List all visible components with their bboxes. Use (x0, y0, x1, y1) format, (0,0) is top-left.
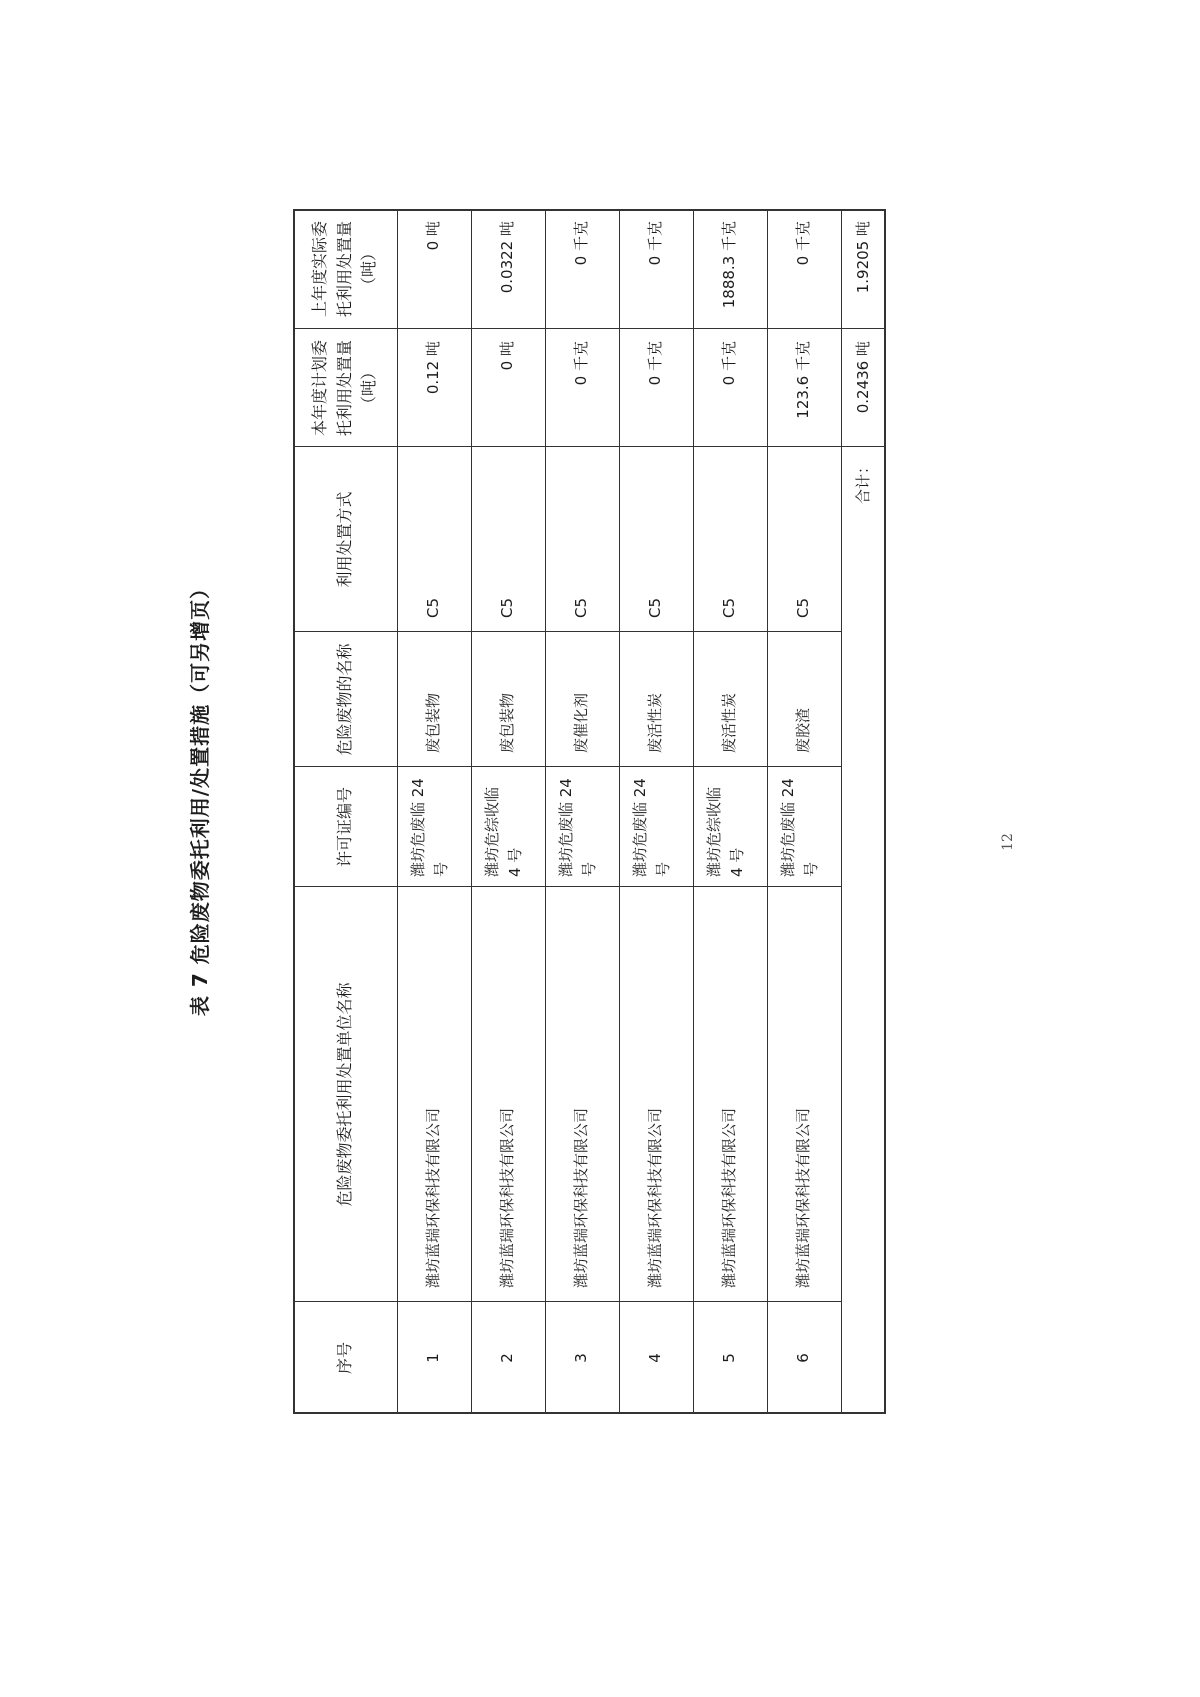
cell-method: C5 (424, 597, 443, 618)
cell-unit-name: 潍坊蓝瑞环保科技有限公司 (424, 1107, 443, 1288)
cell-actual-last-year: 0 千克 (794, 221, 813, 266)
header-method: 利用处置方式 (334, 491, 354, 588)
cell-waste-name: 废活性炭 (646, 692, 665, 753)
disposal-table (293, 209, 886, 1414)
cell-license-no: 潍坊危综收临 4 号 (705, 786, 747, 877)
cell-actual-last-year: 0.0322 吨 (498, 221, 517, 294)
cell-waste-name: 废胶渣 (794, 707, 813, 753)
cell-license-no: 潍坊危废临 24 号 (631, 778, 673, 877)
page-title: 表 7 危险废物委托利用/处置措施（可另增页） (188, 577, 212, 1017)
cell-seq: 1 (424, 1353, 443, 1363)
total-planned: 0.2436 吨 (853, 341, 872, 414)
total-label: 合计： (853, 459, 872, 505)
cell-seq: 2 (498, 1353, 517, 1363)
cell-waste-name: 废催化剂 (572, 692, 591, 753)
cell-method: C5 (720, 597, 739, 618)
cell-actual-last-year: 1888.3 千克 (720, 221, 739, 309)
header-unit-name: 危险废物委托利用处置单位名称 (334, 982, 354, 1207)
cell-waste-name: 废包装物 (498, 692, 517, 753)
page-number: 12 (1000, 833, 1016, 851)
cell-planned: 0 千克 (646, 341, 665, 386)
cell-method: C5 (646, 597, 665, 618)
header-actual-last-year: 上年度实际委托利用处置量（吨） (309, 221, 379, 318)
header-waste-name: 危险废物的名称 (334, 643, 354, 756)
cell-waste-name: 废活性炭 (720, 692, 739, 753)
cell-method: C5 (572, 597, 591, 618)
cell-unit-name: 潍坊蓝瑞环保科技有限公司 (720, 1107, 739, 1288)
cell-unit-name: 潍坊蓝瑞环保科技有限公司 (794, 1107, 813, 1288)
cell-seq: 6 (794, 1353, 813, 1363)
cell-unit-name: 潍坊蓝瑞环保科技有限公司 (572, 1107, 591, 1288)
cell-actual-last-year: 0 千克 (572, 221, 591, 266)
cell-license-no: 潍坊危废临 24 号 (779, 778, 821, 877)
cell-seq: 4 (646, 1353, 665, 1363)
cell-method: C5 (498, 597, 517, 618)
cell-planned: 0 千克 (720, 341, 739, 386)
total-actual-last-year: 1.9205 吨 (853, 221, 872, 294)
cell-license-no: 潍坊危废临 24 号 (409, 778, 451, 877)
cell-unit-name: 潍坊蓝瑞环保科技有限公司 (646, 1107, 665, 1288)
header-seq: 序号 (334, 1342, 354, 1375)
cell-method: C5 (794, 597, 813, 618)
cell-planned: 123.6 千克 (794, 341, 813, 419)
cell-planned: 0 吨 (498, 341, 517, 371)
header-license-no: 许可证编号 (334, 787, 354, 868)
cell-planned: 0 千克 (572, 341, 591, 386)
cell-seq: 3 (572, 1353, 591, 1363)
cell-seq: 5 (720, 1353, 739, 1363)
cell-waste-name: 废包装物 (424, 692, 443, 753)
cell-unit-name: 潍坊蓝瑞环保科技有限公司 (498, 1107, 517, 1288)
cell-planned: 0.12 吨 (424, 341, 443, 395)
cell-license-no: 潍坊危综收临 4 号 (483, 786, 525, 877)
header-planned: 本年度计划委托利用处置量（吨） (309, 340, 379, 437)
cell-actual-last-year: 0 千克 (646, 221, 665, 266)
cell-actual-last-year: 0 吨 (424, 221, 443, 251)
cell-license-no: 潍坊危废临 24 号 (557, 778, 599, 877)
